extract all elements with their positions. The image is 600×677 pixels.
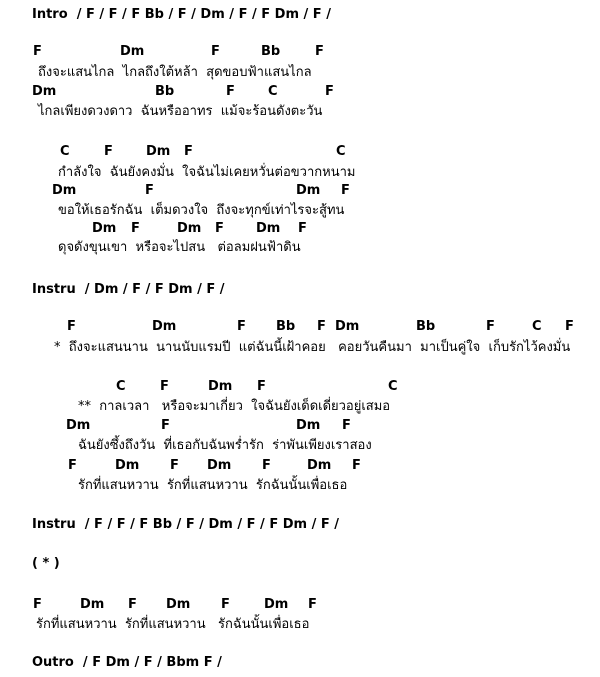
chord: F <box>33 597 42 612</box>
chord: F <box>104 144 113 159</box>
chord: F <box>170 458 179 473</box>
chord: Dm <box>296 183 321 198</box>
chord: F <box>486 319 495 334</box>
chord: Dm <box>207 458 232 473</box>
chord: F <box>68 458 77 473</box>
lyric-line: ถึงจะแสนไกล ไกลถึงใต้หล้า สุดขอบฟ้าแสนไกล <box>38 65 312 80</box>
lyric-line: ไกลเพียงดวงดาว ฉันหรืออาทร แม้จะร้อนดังตะวัน <box>38 104 323 119</box>
chord: C <box>60 144 70 159</box>
chord: Dm <box>307 458 332 473</box>
chord: F <box>131 221 140 236</box>
chord: F <box>262 458 271 473</box>
chord: F <box>226 84 235 99</box>
chord: F <box>33 44 42 59</box>
lyric-line: ** กาลเวลา หรือจะมาเกี่ยว ใจฉันยังเด็ดเดี่ยวอยู่เสมอ <box>78 399 391 414</box>
instru-line: Instru / Dm / F / F Dm / F / <box>32 282 225 297</box>
chord: F <box>67 319 76 334</box>
chord: Dm <box>146 144 171 159</box>
chord: Dm <box>120 44 145 59</box>
instru-line: Instru / F / F / F Bb / F / Dm / F / F Dm / F / <box>32 517 340 532</box>
chord: Bb <box>261 44 281 59</box>
chord: Dm <box>80 597 105 612</box>
lyric-line: ฉันยังซึ้งถึงวัน ที่เธอกับฉันพร่ำรัก ร่าพันเพียงเราสอง <box>78 438 372 453</box>
chord: F <box>341 183 350 198</box>
chord: Dm <box>92 221 117 236</box>
chord: Dm <box>66 418 91 433</box>
chord: F <box>315 44 324 59</box>
lyric-line: ขอให้เธอรักฉัน เต็มดวงใจ ถึงจะทุกข์เท่าไรจะสู้ทน <box>58 203 345 218</box>
chord: F <box>215 221 224 236</box>
lyric-line: รักที่แสนหวาน รักที่แสนหวาน รักฉันนั้นเพื่อเธอ <box>36 617 310 632</box>
repeat-marker: ( * ) <box>32 556 60 571</box>
chord: Dm <box>32 84 57 99</box>
lyric-line: * ถึงจะแสนนาน นานนับแรมปี แต่ฉันนี้เฝ้าคอย คอยวันคืนมา มาเป็นคู่ใจ เก็บรักไว้คงมั่น <box>54 340 571 355</box>
chord: Dm <box>256 221 281 236</box>
chord: F <box>308 597 317 612</box>
chord: Dm <box>177 221 202 236</box>
chord: F <box>352 458 361 473</box>
chord: F <box>160 379 169 394</box>
chord: Dm <box>296 418 321 433</box>
chord: C <box>116 379 126 394</box>
chord: F <box>221 597 230 612</box>
chord: Dm <box>208 379 233 394</box>
chord: Dm <box>264 597 289 612</box>
chord: F <box>128 597 137 612</box>
chord: F <box>342 418 351 433</box>
chord: C <box>268 84 278 99</box>
chord: F <box>317 319 326 334</box>
chord: F <box>145 183 154 198</box>
chord: Bb <box>155 84 175 99</box>
chord: Dm <box>52 183 77 198</box>
chord: F <box>325 84 334 99</box>
chord: C <box>388 379 398 394</box>
chord: Bb <box>276 319 296 334</box>
chord: Dm <box>115 458 140 473</box>
chord: Bb <box>416 319 436 334</box>
chord: Dm <box>152 319 177 334</box>
lyric-line: ดุจดังขุนเขา หรือจะไปสน ต่อลมฝนฟ้าดิน <box>58 240 301 255</box>
chord: F <box>298 221 307 236</box>
chord: C <box>532 319 542 334</box>
chord: Dm <box>335 319 360 334</box>
chord: F <box>211 44 220 59</box>
chord: F <box>161 418 170 433</box>
intro-line: Intro / F / F / F Bb / F / Dm / F / F Dm / F / <box>32 7 331 22</box>
lyric-line: รักที่แสนหวาน รักที่แสนหวาน รักฉันนั้นเพื่อเธอ <box>78 478 348 493</box>
chord: F <box>565 319 574 334</box>
chord: F <box>257 379 266 394</box>
chord: C <box>336 144 346 159</box>
chord: F <box>184 144 193 159</box>
outro-line: Outro / F Dm / F / Bbm F / <box>32 655 222 670</box>
chord: Dm <box>166 597 191 612</box>
lyric-line: กำลังใจ ฉันยังคงมั่น ใจฉันไม่เคยหวั่นต่อขวากหนาม <box>58 165 356 180</box>
chord: F <box>237 319 246 334</box>
